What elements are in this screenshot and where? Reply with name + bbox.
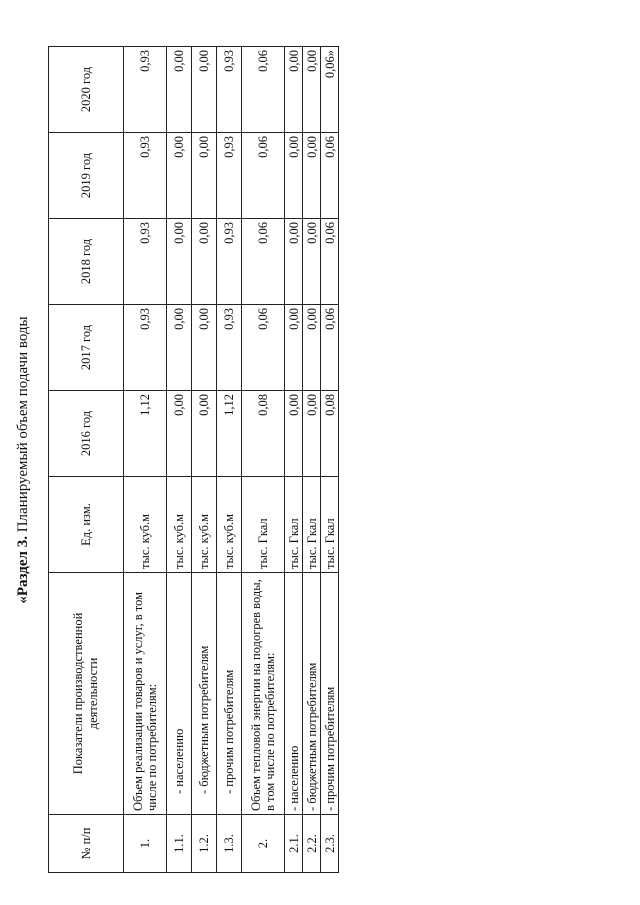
value-2016: 0,00 [303,391,321,477]
value-2019: 0,00 [285,133,303,219]
value-2018: 0,93 [124,219,167,305]
row-unit: тыс. Гкал [285,477,303,573]
header-2018: 2018 год [49,219,124,305]
row-name: - прочим потребителям [321,573,339,815]
header-unit: Ед. изм. [49,477,124,573]
value-2017: 0,93 [217,305,242,391]
header-2020: 2020 год [49,47,124,133]
value-2019: 0,06 [321,133,339,219]
row-name: - прочим потребителям [217,573,242,815]
value-2017: 0,00 [285,305,303,391]
header-num: № п/п [49,815,124,873]
value-2017: 0,00 [192,305,217,391]
value-2017: 0,06 [321,305,339,391]
table-row [285,47,303,873]
value-2018: 0,00 [285,219,303,305]
section-title-number: «Раздел 3. [15,536,31,604]
row-num: 1.1. [167,815,192,873]
table-header-row [49,47,124,873]
value-2019: 0,00 [303,133,321,219]
section-title-text: Планируемый объем подачи воды [15,316,31,537]
value-2020: 0,93 [124,47,167,133]
value-2019: 0,93 [217,133,242,219]
table-row [303,47,321,873]
table-row [167,47,192,873]
row-unit: тыс. Гкал [321,477,339,573]
table-row [192,47,217,873]
row-num: 2.1. [285,815,303,873]
value-2019: 0,93 [124,133,167,219]
value-2016: 1,12 [124,391,167,477]
table-row [242,47,285,873]
value-2018: 0,00 [167,219,192,305]
value-2017: 0,93 [124,305,167,391]
row-name: - бюджетным потребителям [303,573,321,815]
header-indicator: Показатели производственной деятельности [49,573,124,815]
rotated-page-content [12,30,622,890]
value-2018: 0,00 [192,219,217,305]
value-2019: 0,06 [242,133,285,219]
value-2016: 1,12 [217,391,242,477]
row-num: 2. [242,815,285,873]
value-2017: 0,00 [167,305,192,391]
section-title [14,30,32,890]
value-2016: 0,08 [242,391,285,477]
row-unit: тыс. куб.м [167,477,192,573]
row-name: - населению [285,573,303,815]
value-2020: 0,00 [167,47,192,133]
row-num: 1.3. [217,815,242,873]
header-2019: 2019 год [49,133,124,219]
row-name: - населению [167,573,192,815]
value-2020: 0,06 [242,47,285,133]
row-name: Объем тепловой энергии на подогрев воды, в том числе по потребителям: [242,573,285,815]
table-row [217,47,242,873]
value-2018: 0,93 [217,219,242,305]
value-2020: 0,06» [321,47,339,133]
header-2017: 2017 год [49,305,124,391]
value-2020: 0,93 [217,47,242,133]
row-num: 1.2. [192,815,217,873]
row-unit: тыс. куб.м [217,477,242,573]
value-2016: 0,08 [321,391,339,477]
value-2018: 0,00 [303,219,321,305]
row-unit: тыс. Гкал [303,477,321,573]
row-unit: тыс. Гкал [242,477,285,573]
table-row [321,47,339,873]
row-unit: тыс. куб.м [124,477,167,573]
row-num: 2.3. [321,815,339,873]
value-2016: 0,00 [285,391,303,477]
value-2017: 0,06 [242,305,285,391]
value-2018: 0,06 [321,219,339,305]
row-name: Объем реализации товаров и услуг, в том числе по потребителям: [124,573,167,815]
row-name: - бюджетным потребителям [192,573,217,815]
value-2018: 0,06 [242,219,285,305]
row-num: 2.2. [303,815,321,873]
value-2020: 0,00 [285,47,303,133]
water-supply-table [48,46,339,873]
value-2019: 0,00 [167,133,192,219]
row-num: 1. [124,815,167,873]
value-2019: 0,00 [192,133,217,219]
row-unit: тыс. куб.м [192,477,217,573]
table-row [124,47,167,873]
value-2020: 0,00 [303,47,321,133]
value-2016: 0,00 [167,391,192,477]
value-2017: 0,00 [303,305,321,391]
value-2016: 0,00 [192,391,217,477]
header-2016: 2016 год [49,391,124,477]
value-2020: 0,00 [192,47,217,133]
